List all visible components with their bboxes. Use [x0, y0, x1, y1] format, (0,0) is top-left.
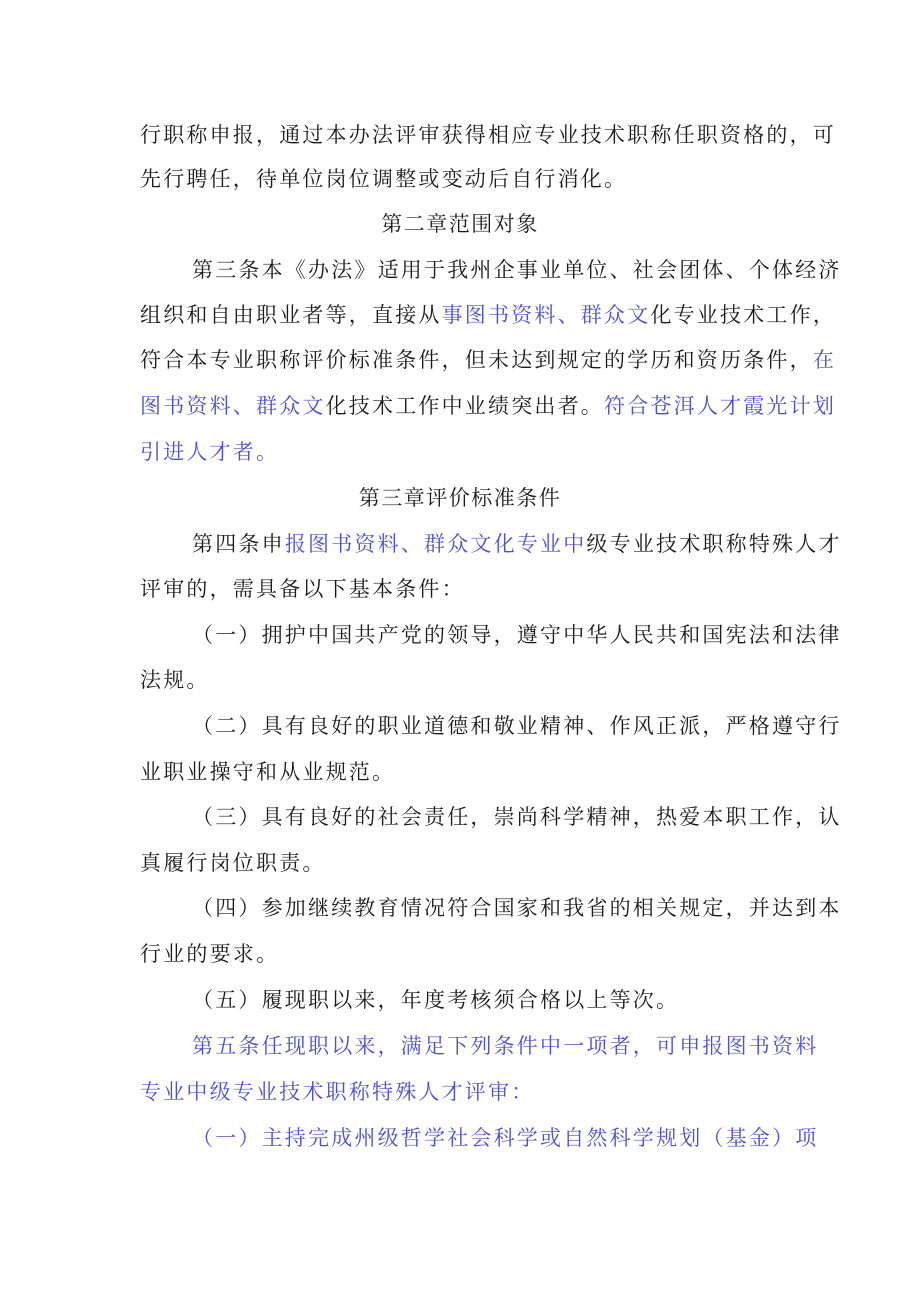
highlighted-text-segment: 引进人才者。	[140, 440, 280, 464]
text-segment: 级专业技术职称特殊人才	[586, 532, 842, 556]
paragraph-line	[192, 709, 842, 743]
paragraph-line	[192, 800, 842, 834]
paragraph-line	[140, 389, 837, 423]
paragraph-line	[192, 983, 790, 1017]
text-segment: 组织和自由职业者等，直接从	[140, 303, 442, 327]
paragraph-line	[140, 846, 790, 880]
text-segment: 第三条本《办法》适用于我州企事业单位、社会团体、个体经济	[192, 258, 842, 282]
text-segment: 行职称申报，通过本办法评审获得相应专业技术职称任职资格的，可	[140, 123, 836, 147]
text-segment: 化专业技术工作，	[650, 303, 837, 327]
paragraph-line	[140, 1075, 790, 1109]
text-segment: （三）具有良好的社会责任，崇尚科学精神，热爱本职工作，认	[192, 805, 842, 829]
text-segment: 符合本专业职称评价标准条件，但未达到规定的学历和资历条件，	[140, 348, 813, 372]
highlighted-text-segment: 专业中级专业技术职称特殊人才评审：	[140, 1080, 535, 1104]
text-segment: 法规。	[140, 668, 210, 692]
paragraph-line	[192, 253, 842, 287]
paragraph-line	[192, 891, 842, 925]
paragraph-line	[192, 618, 842, 652]
highlighted-text-segment: 在	[812, 348, 837, 372]
text-segment: 真履行岗位职责。	[140, 851, 326, 875]
text-segment: （一）拥护中国共产党的领导，遵守中华人民共和国宪法和法律	[192, 623, 842, 647]
text-segment: 业职业操守和从业规范。	[140, 760, 396, 784]
chapter-heading	[0, 481, 920, 515]
paragraph-line	[140, 118, 836, 152]
highlighted-text-segment: 图书资料、群众文	[140, 394, 326, 418]
text-segment: 先行聘任，待单位岗位调整或变动后自行消化。	[140, 167, 628, 191]
highlighted-text-segment: 事图书资料、群众文	[441, 303, 651, 327]
paragraph-line	[140, 663, 790, 697]
highlighted-text-segment: 第五条任现职以来，满足下列条件中一项者，可申报图书资料	[192, 1034, 819, 1058]
highlighted-text-segment: 报图书资料、群众文化专业中	[284, 532, 587, 556]
paragraph-line	[140, 572, 790, 606]
chapter-heading	[0, 207, 920, 241]
text-segment: 化技术工作中业绩突出者。	[325, 394, 605, 418]
paragraph-line	[140, 298, 837, 332]
heading-text: 第三章评价标准条件	[358, 486, 562, 510]
paragraph-line	[140, 435, 790, 469]
paragraph-line	[140, 162, 790, 196]
paragraph-line	[140, 755, 790, 789]
paragraph-line	[192, 1121, 819, 1155]
heading-text: 第二章范围对象	[381, 212, 539, 236]
text-segment: 第四条申	[192, 532, 285, 556]
paragraph-line	[192, 527, 842, 561]
text-segment: （四）参加继续教育情况符合国家和我省的相关规定，并达到本	[192, 896, 842, 920]
highlighted-text-segment: 符合苍洱人才霞光计划	[604, 394, 837, 418]
paragraph-line	[140, 937, 790, 971]
text-segment: 行业的要求。	[140, 942, 280, 966]
text-segment: （二）具有良好的职业道德和敬业精神、作风正派，严格遵守行	[192, 714, 842, 738]
paragraph-line	[140, 343, 837, 377]
text-segment: （五）履现职以来，年度考核须合格以上等次。	[192, 988, 680, 1012]
text-segment: 评审的，需具备以下基本条件：	[140, 577, 465, 601]
highlighted-text-segment: （一）主持完成州级哲学社会科学或自然科学规划（基金）项	[192, 1126, 819, 1150]
paragraph-line	[192, 1029, 819, 1063]
